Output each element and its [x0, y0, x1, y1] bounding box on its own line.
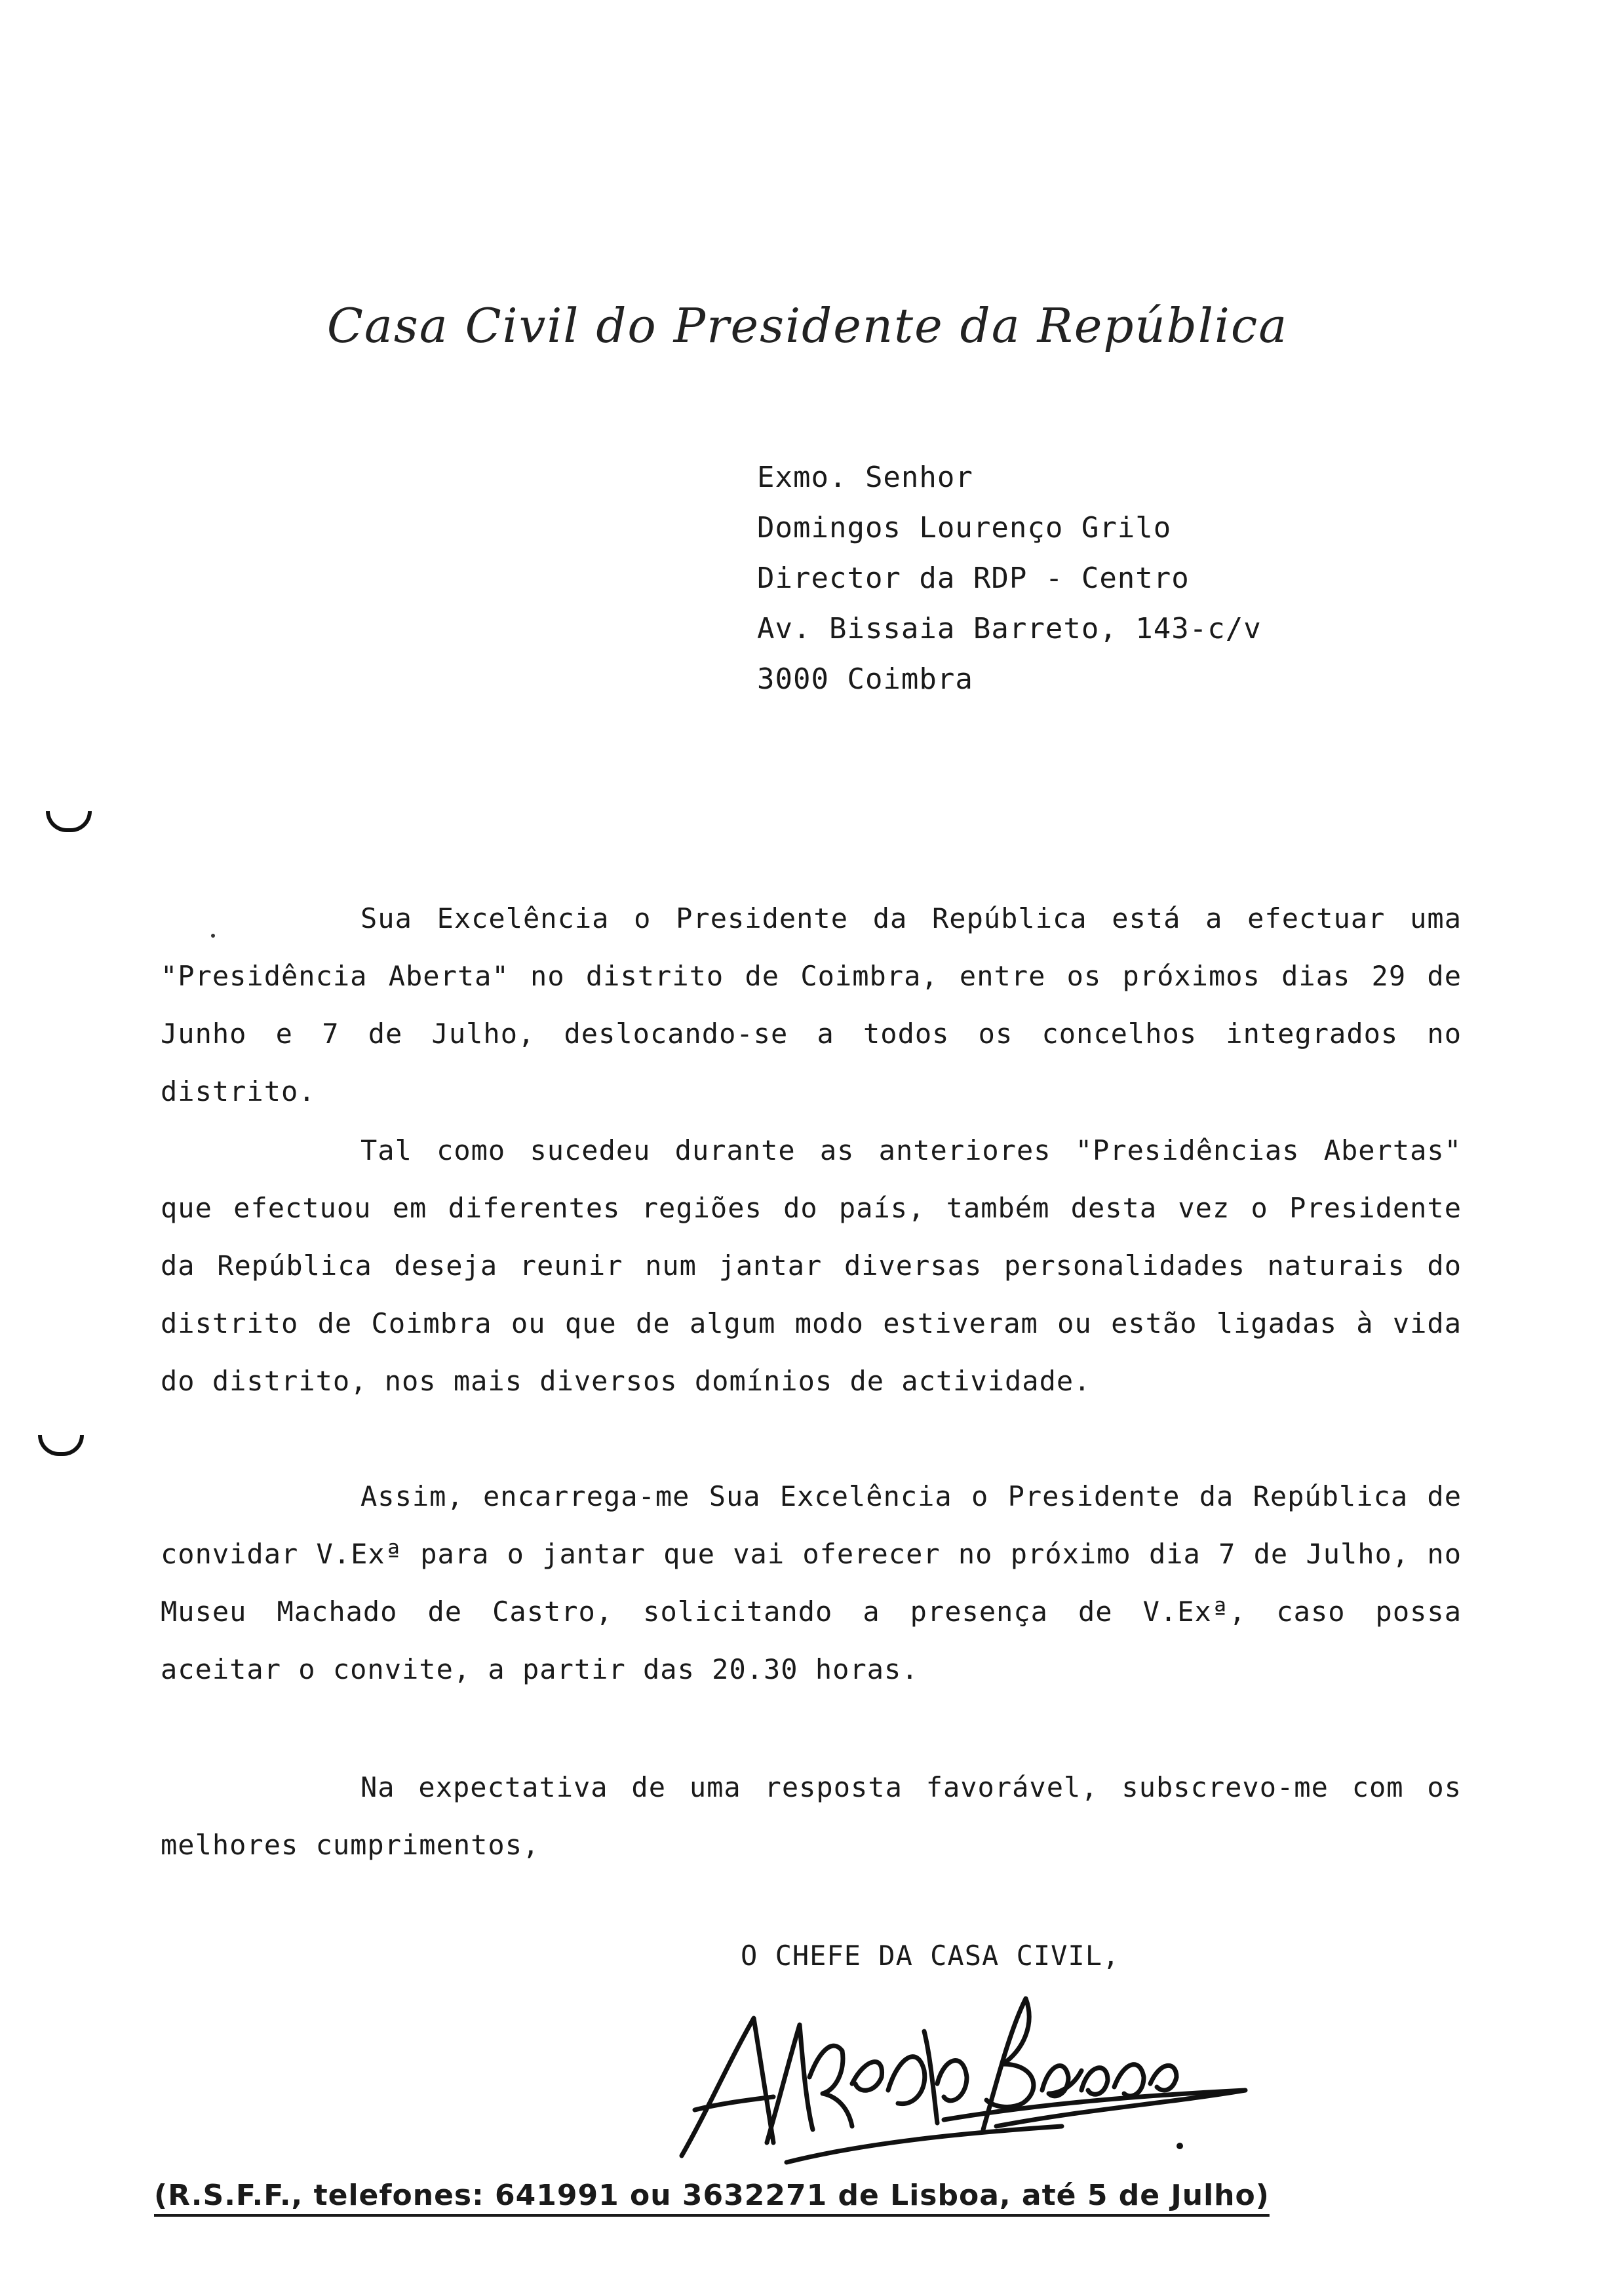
recipient-name: Domingos Lourenço Grilo [757, 511, 1172, 545]
punch-hole-mark [38, 1435, 84, 1456]
recipient-position: Director da RDP - Centro [757, 562, 1190, 595]
paragraph-2 [161, 1122, 1462, 1410]
paragraph-2-text: Tal como sucedeu durante as anteriores "Presidências Abertas" que efectuou em diferentes regiões do país, também desta vez o Presidente da República deseja reunir num jantar diversas personalidades naturais do distrito de Coimbra ou que de algum modo estiveram ou estão ligadas à vida do distrito, nos mais diversos domínios de actividade. [161, 1134, 1462, 1397]
paragraph-3-text: Assim, encarrega-me Sua Excelência o Presidente da República de convidar V.Exª para o jantar que vai oferecer no próximo dia 7 de Julho, no Museu Machado de Castro, solicitando a presença de V.Exª, caso possa aceitar o convite, a partir das 20.30 horas. [161, 1480, 1462, 1685]
closing-title: O CHEFE DA CASA CIVIL, [741, 1940, 1120, 1972]
handwritten-signature [655, 1979, 1258, 2175]
paragraph-1-text: Sua Excelência o Presidente da República está a efectuar uma "Presidência Aberta" no distrito de Coimbra, entre os próximos dias 29 de Junho e 7 de Julho, deslocando-se a todos os concelhos integrados no distrito. [161, 902, 1462, 1107]
paragraph-4 [161, 1759, 1462, 1874]
letterhead-title: Casa Civil do Presidente da República [326, 298, 1289, 353]
footer-note: (R.S.F.F., telefones: 641991 ou 3632271 de Lisboa, até 5 de Julho) [154, 2179, 1270, 2212]
recipient-street: Av. Bissaia Barreto, 143-c/v [757, 612, 1262, 645]
recipient-city: 3000 Coimbra [757, 662, 973, 696]
paragraph-1 [161, 890, 1462, 1120]
paragraph-3 [161, 1468, 1462, 1698]
recipient-address [757, 452, 1262, 704]
punch-hole-mark [46, 811, 92, 832]
paragraph-4-text: Na expectativa de uma resposta favorável, subscrevo-me com os melhores cumprimentos, [161, 1771, 1462, 1861]
recipient-salutation: Exmo. Senhor [757, 461, 973, 494]
